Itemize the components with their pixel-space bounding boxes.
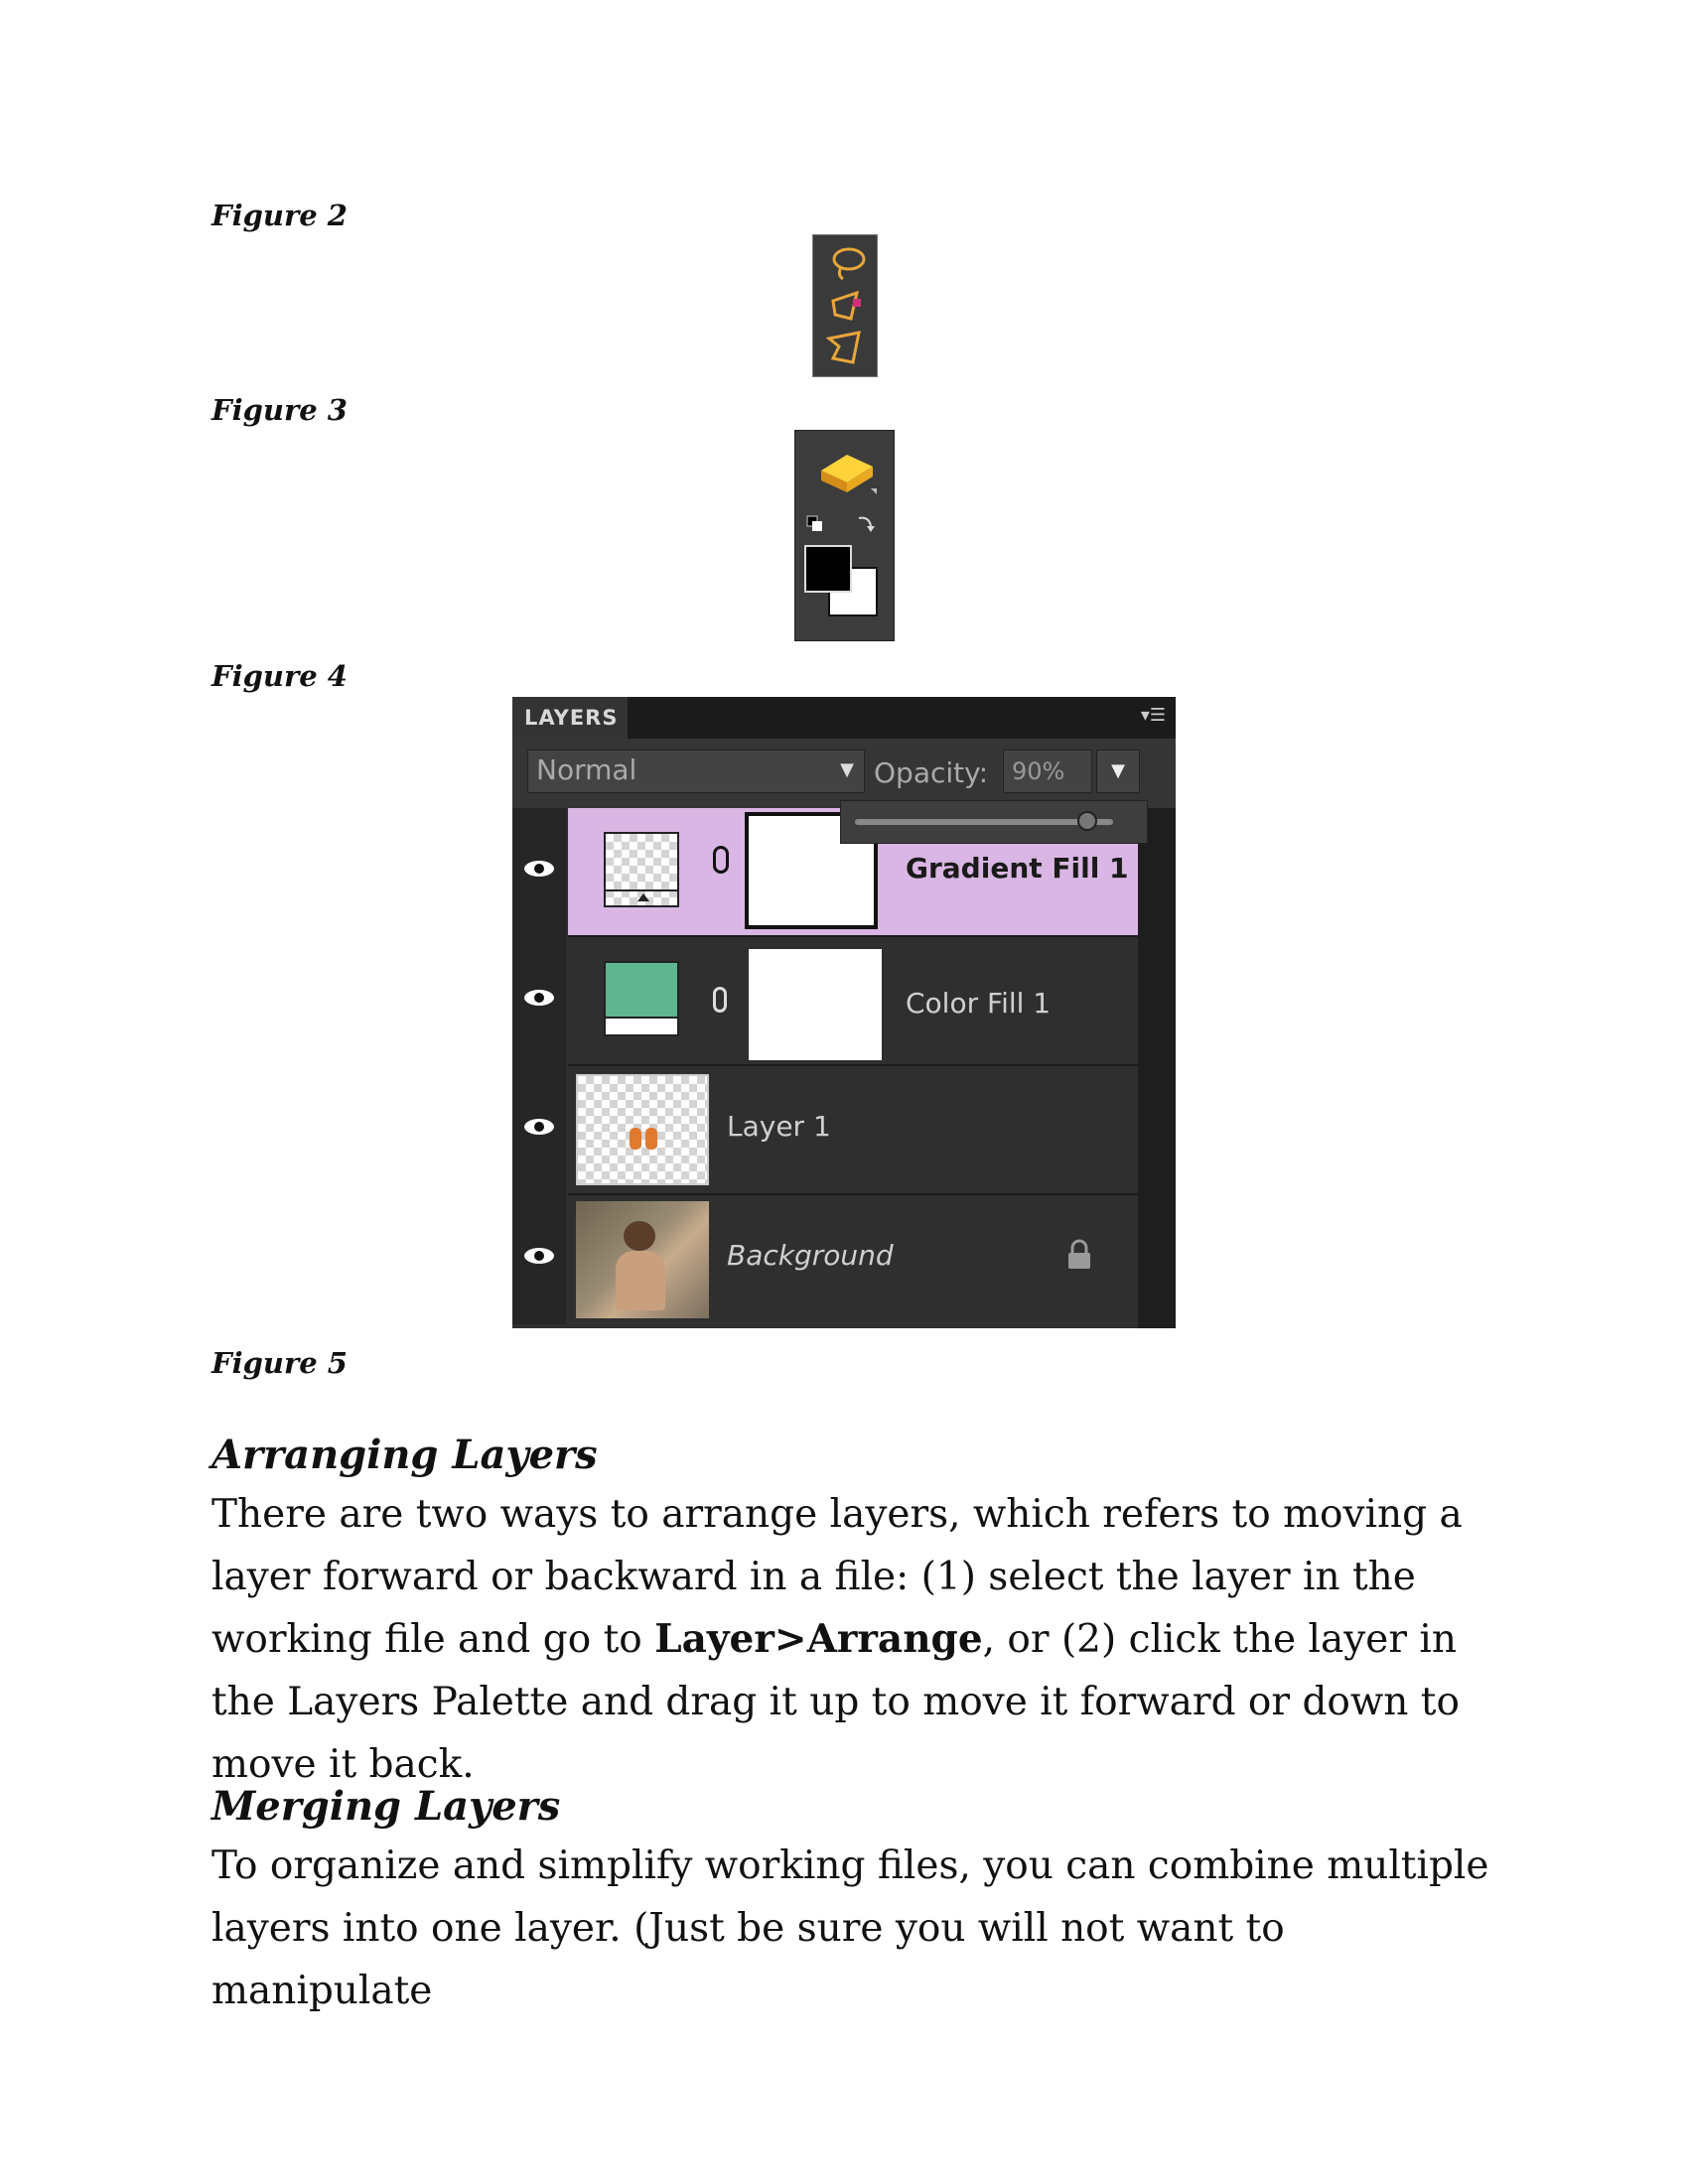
opacity-dropdown-button[interactable]: ▼ [1096,750,1140,793]
layer-name: Layer 1 [727,1110,831,1143]
figure-5-label: Figure 5 [211,1346,348,1380]
panel-title-bar [512,697,1176,739]
paragraph-text: There are two ways to arrange layers, which refers to moving a layer forward or backward in a file: (1) select the layer in the working file and go to [211,1492,1463,1662]
blend-mode-value: Normal [536,753,637,786]
visibility-eye-icon[interactable] [522,1116,556,1138]
blend-mode-select[interactable] [527,750,865,793]
layer-name: Background [727,1239,894,1272]
lasso-icon [834,249,864,279]
figure-4-label: Figure 4 [211,659,348,693]
panel-scrollbar[interactable] [1138,808,1176,1328]
link-icon[interactable] [713,846,729,874]
lasso-tools-image [812,234,878,377]
magnetic-lasso-icon [833,293,861,319]
paragraph-merging: To organize and simplify working files, you can combine multiple layers into one layer. (Just be sure you will not want to manipulate [211,1843,1489,2013]
opacity-label: Opacity: [874,756,989,789]
opacity-slider-track[interactable] [855,819,1113,825]
layer-row-body [568,1066,1138,1195]
polygonal-lasso-icon [829,333,859,362]
paragraph-text: , or (2) click the layer in the Layers Palette and drag it up to move it forward or down to move it back. [211,1617,1460,1787]
figure-2-label: Figure 2 [211,199,348,232]
figure-3-label: Figure 3 [211,393,348,427]
swap-colors-icon [859,518,875,532]
visibility-eye-icon[interactable] [522,987,556,1009]
layer-row-body [568,1195,1138,1324]
layer-1-thumbnail [576,1074,709,1185]
default-colors-icon [807,516,822,531]
layer-row-color-fill[interactable] [512,937,1138,1066]
opacity-slider-popup [840,800,1148,844]
chevron-down-icon: ▼ [840,759,854,780]
color-fill-thumbnail [604,961,679,1036]
section-heading-merging: Merging Layers [211,1783,561,1830]
visibility-eye-icon[interactable] [522,858,556,880]
visibility-eye-icon[interactable] [522,1245,556,1267]
layer-name: Gradient Fill 1 [906,852,1129,885]
layer-row-body [568,937,1138,1066]
layers-tab[interactable]: LAYERS [512,697,628,739]
gradient-fill-thumbnail [604,832,679,907]
section-heading-arranging: Arranging Layers [211,1432,598,1478]
paragraph-arranging [211,1483,1502,1796]
layers-panel [512,697,1176,1328]
foreground-color-swatch [805,546,851,592]
opacity-input[interactable]: 90% [1003,750,1092,793]
panel-menu-icon[interactable]: ▾☰ [1140,705,1166,726]
menu-path-bold: Layer>Arrange [654,1616,983,1662]
link-icon[interactable] [713,987,727,1013]
eraser-icon [821,455,877,494]
layer-name: Color Fill 1 [906,987,1052,1020]
lock-icon [1066,1239,1092,1271]
layer-mask-thumbnail [749,949,882,1060]
eraser-and-colors-image [794,430,895,641]
layer-controls [512,739,1176,808]
background-thumbnail [576,1201,709,1318]
layer-row-layer-1[interactable] [512,1066,1138,1195]
layer-row-background[interactable] [512,1195,1138,1324]
opacity-slider-handle[interactable] [1077,811,1097,831]
